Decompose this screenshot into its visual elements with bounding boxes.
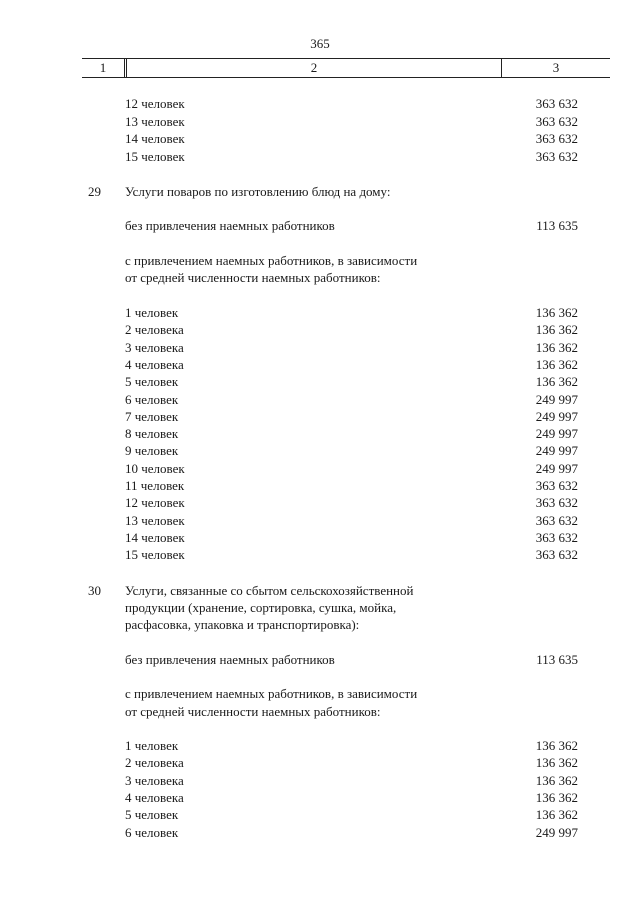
item-label: 5 человек <box>125 374 179 390</box>
item-label: продукции (хранение, сортировка, сушка, мойка, <box>125 600 397 615</box>
item-label: от средней численности наемных работников: <box>125 704 381 719</box>
item-label: 6 человек <box>125 824 179 840</box>
header-col-1: 1 <box>82 59 125 77</box>
item-label: 9 человек <box>125 443 179 459</box>
item-label: 1 человек <box>125 738 179 753</box>
item-value: 136 362 <box>535 772 578 788</box>
item-value: 249 997 <box>535 391 578 407</box>
item-label: 10 человек <box>125 460 185 476</box>
item-label: 4 человека <box>125 789 184 805</box>
table-row <box>0 494 640 511</box>
item-value: 249 997 <box>535 824 578 840</box>
table-row <box>0 512 640 529</box>
item-value: 363 632 <box>535 114 578 129</box>
item-label: 15 человек <box>125 149 185 164</box>
table-row <box>0 824 640 841</box>
item-label: 14 человек <box>125 131 185 146</box>
table-row <box>0 356 640 373</box>
item-value: 136 362 <box>535 339 578 355</box>
table-row <box>0 321 640 338</box>
item-value: 136 362 <box>535 374 578 390</box>
header-col-3: 3 <box>552 60 560 75</box>
item-value: 363 632 <box>535 495 578 511</box>
item-value: 113 635 <box>536 652 578 667</box>
item-label: 2 человека <box>125 322 184 338</box>
item-value: 136 362 <box>535 305 578 320</box>
table-row <box>0 425 640 442</box>
table-row <box>0 754 640 771</box>
table-row <box>0 529 640 546</box>
item-label: без привлечения наемных работников <box>125 652 335 667</box>
table-row <box>0 477 640 494</box>
section-29-hire-line-2 <box>0 269 640 286</box>
item-value: 249 997 <box>535 408 578 424</box>
table-row <box>0 806 640 823</box>
item-label: 12 человек <box>125 495 185 511</box>
item-value: 249 997 <box>535 460 578 476</box>
item-number: 30 <box>88 583 101 598</box>
table-row <box>0 113 640 130</box>
item-label: 8 человек <box>125 426 179 442</box>
item-value: 136 362 <box>535 356 578 372</box>
item-label: 11 человек <box>125 478 185 493</box>
item-label: 14 человек <box>125 529 185 545</box>
table-row <box>0 148 640 165</box>
item-label: 3 человека <box>125 339 184 355</box>
item-value: 249 997 <box>535 443 578 459</box>
item-label: 3 человека <box>125 772 184 788</box>
item-value: 363 632 <box>535 478 578 493</box>
item-number: 29 <box>88 184 101 199</box>
item-label: от средней численности наемных работников: <box>125 270 381 285</box>
item-label: Услуги поваров по изготовлению блюд на дому: <box>125 184 391 199</box>
item-value: 363 632 <box>535 96 578 111</box>
section-29-no-hire <box>0 217 640 234</box>
item-value: 113 635 <box>536 218 578 233</box>
item-value: 363 632 <box>535 547 578 563</box>
header-col-2: 2 <box>126 59 502 77</box>
item-value: 136 362 <box>535 738 578 753</box>
item-value: 136 362 <box>535 755 578 771</box>
table-row <box>0 442 640 459</box>
item-label: с привлечением наемных работников, в зависимости <box>125 686 418 701</box>
table-row <box>0 460 640 477</box>
item-label: 1 человек <box>125 305 179 320</box>
item-value: 249 997 <box>535 426 578 442</box>
table-row <box>0 408 640 425</box>
item-value: 136 362 <box>535 789 578 805</box>
section-30-title-3 <box>0 616 640 633</box>
table-row <box>0 737 640 754</box>
section-30-hire-line-1 <box>0 685 640 702</box>
table-row <box>0 304 640 321</box>
table-row <box>0 130 640 147</box>
section-30-no-hire <box>0 651 640 668</box>
item-label: 12 человек <box>125 96 185 111</box>
item-label: 2 человека <box>125 755 184 771</box>
section-30-hire-line-2 <box>0 703 640 720</box>
item-label: 7 человек <box>125 408 179 424</box>
item-label: с привлечением наемных работников, в зависимости <box>125 253 418 268</box>
item-value: 136 362 <box>535 322 578 338</box>
table-row <box>0 391 640 408</box>
item-label: 15 человек <box>125 547 185 563</box>
table-row <box>0 373 640 390</box>
item-value: 136 362 <box>535 807 578 823</box>
section-30-title-1 <box>0 582 640 599</box>
item-label: 6 человек <box>125 391 179 407</box>
item-label: 4 человека <box>125 356 184 372</box>
section-30-title-2 <box>0 599 640 616</box>
table-row <box>0 772 640 789</box>
table-row <box>0 95 640 112</box>
section-29-hire-line-1 <box>0 252 640 269</box>
table-row <box>0 339 640 356</box>
item-label: 5 человек <box>125 807 179 823</box>
item-value: 363 632 <box>535 149 578 164</box>
table-row <box>0 546 640 563</box>
item-value: 363 632 <box>535 512 578 528</box>
item-value: 363 632 <box>535 529 578 545</box>
item-value: 363 632 <box>535 131 578 146</box>
page-number: 365 <box>310 36 330 51</box>
item-label: Услуги, связанные со сбытом сельскохозяйственной <box>125 583 414 598</box>
item-label: расфасовка, упаковка и транспортировка): <box>125 617 360 632</box>
table-row <box>0 789 640 806</box>
section-29-title <box>0 183 640 200</box>
item-label: 13 человек <box>125 114 185 129</box>
item-label: 13 человек <box>125 512 185 528</box>
item-label: без привлечения наемных работников <box>125 218 335 233</box>
table-header <box>82 58 610 78</box>
